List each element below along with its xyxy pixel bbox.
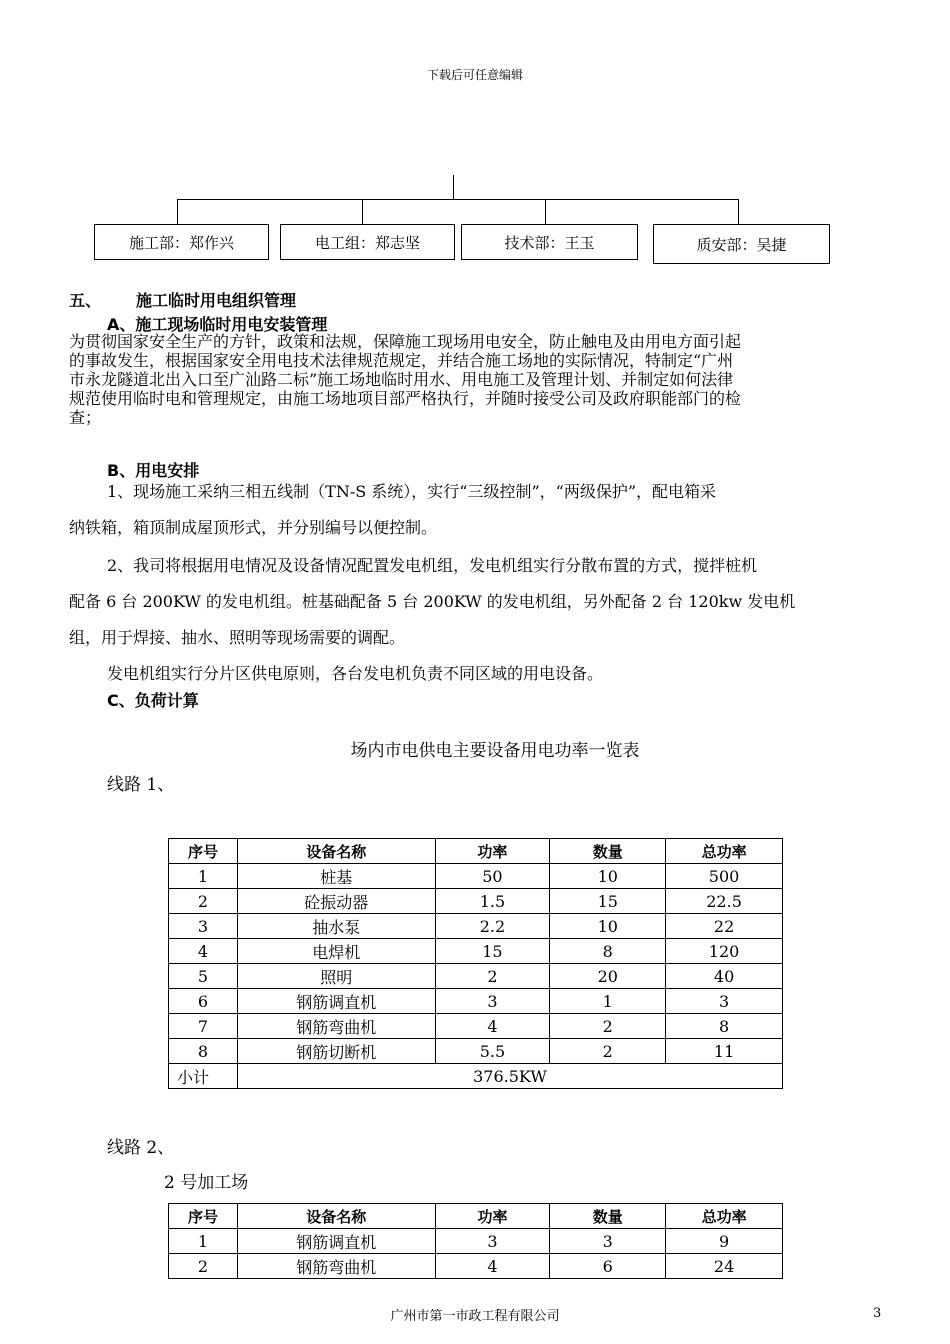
- header-cell: 设备名称: [237, 839, 435, 864]
- cell: 钢筋弯曲机: [237, 1254, 435, 1279]
- cell: 7: [169, 1014, 238, 1039]
- cell: 120: [666, 939, 783, 964]
- header-cell: 序号: [169, 839, 238, 864]
- cell: 砼振动器: [237, 889, 435, 914]
- table-row: [169, 989, 783, 1014]
- para-b-line: 配备 6 台 200KW 的发电机组。桩基础配备 5 台 200KW 的发电机组，另外配备 2 台 120kw 发电机: [69, 592, 796, 611]
- org-drop-line-4: [738, 199, 739, 225]
- subsection-a-paragraph: [69, 332, 889, 427]
- org-drop-line-1: [177, 199, 178, 225]
- subsection-c-title: C、负荷计算: [107, 691, 199, 710]
- cell: 6: [550, 1254, 666, 1279]
- subsection-b-title: B、用电安排: [107, 461, 200, 480]
- cell: 5.5: [435, 1039, 550, 1064]
- cell: 15: [550, 889, 666, 914]
- cell: 1: [169, 864, 238, 889]
- table-row: [169, 1229, 783, 1254]
- table-row: [169, 939, 783, 964]
- cell: 2: [550, 1014, 666, 1039]
- cell: 钢筋调直机: [237, 989, 435, 1014]
- cell: 钢筋弯曲机: [237, 1014, 435, 1039]
- cell: 500: [666, 864, 783, 889]
- subtotal-row: [169, 1064, 783, 1089]
- header-note: 下载后可任意编辑: [426, 68, 523, 82]
- table-row: [169, 964, 783, 989]
- header-cell: 数量: [550, 839, 666, 864]
- route1-label: 线路 1、: [107, 775, 175, 795]
- cell: 3: [169, 914, 238, 939]
- org-box-quality-safety: 质安部：吴捷: [653, 224, 830, 264]
- cell: 15: [435, 939, 550, 964]
- section-number: 五、: [69, 291, 102, 310]
- table-row: [169, 1039, 783, 1064]
- cell: 40: [666, 964, 783, 989]
- table-row: [169, 914, 783, 939]
- header-cell: 功率: [435, 839, 550, 864]
- org-drop-line-2: [362, 199, 363, 225]
- cell: 2.2: [435, 914, 550, 939]
- subtotal-value: 376.5KW: [237, 1064, 782, 1089]
- cell: 1: [169, 1229, 238, 1254]
- header-cell: 总功率: [666, 1204, 783, 1229]
- cell: 1: [550, 989, 666, 1014]
- cell: 钢筋调直机: [237, 1229, 435, 1254]
- cell: 3: [666, 989, 783, 1014]
- para-a-line: 的事故发生，根据国家安全用电技术法律规范规定，并结合施工场地的实际情况，特制定“广州: [69, 351, 734, 370]
- org-box-technical: 技术部：王玉: [461, 224, 638, 260]
- subtotal-label: 小计: [169, 1064, 238, 1089]
- cell: 10: [550, 864, 666, 889]
- org-box-construction: 施工部：郑作兴: [94, 224, 269, 260]
- cell: 3: [550, 1229, 666, 1254]
- cell: 8: [169, 1039, 238, 1064]
- route2-site: 2 号加工场: [164, 1173, 249, 1193]
- cell: 4: [435, 1254, 550, 1279]
- cell: 9: [666, 1229, 783, 1254]
- subsection-a-title: A、施工现场临时用电安装管理: [107, 315, 328, 334]
- cell: 桩基: [237, 864, 435, 889]
- para-b-line: 2、我司将根据用电情况及设备情况配置发电机组，发电机组实行分散布置的方式，搅拌桩机: [107, 556, 758, 575]
- route2-table: [168, 1203, 783, 1279]
- header-cell: 功率: [435, 1204, 550, 1229]
- page-number: 3: [873, 1306, 882, 1321]
- para-b-line: 发电机组实行分片区供电原则，各台发电机负责不同区域的用电设备。: [107, 664, 604, 683]
- cell: 6: [169, 989, 238, 1014]
- para-a-line: 为贯彻国家安全生产的方针，政策和法规，保障施工现场用电安全，防止触电及由用电方面引起: [69, 332, 742, 351]
- cell: 抽水泵: [237, 914, 435, 939]
- para-b-line: 组，用于焊接、抽水、照明等现场需要的调配。: [69, 628, 406, 647]
- cell: 电焊机: [237, 939, 435, 964]
- cell: 1.5: [435, 889, 550, 914]
- org-drop-line-3: [545, 199, 546, 225]
- cell: 4: [169, 939, 238, 964]
- cell: 2: [169, 1254, 238, 1279]
- load-table-title: 场内市电供电主要设备用电功率一览表: [350, 741, 640, 761]
- para-b-line: 纳铁箱，箱顶制成屋顶形式，并分别编号以便控制。: [69, 518, 438, 537]
- table-row: [169, 864, 783, 889]
- header-cell: 总功率: [666, 839, 783, 864]
- table-header-row: [169, 1204, 783, 1229]
- para-a-line: 查；: [69, 408, 102, 427]
- table-header-row: [169, 839, 783, 864]
- cell: 3: [435, 1229, 550, 1254]
- para-a-line: 市永龙隧道北出入口至广汕路二标”施工场地临时用水、用电施工及管理计划、并制定如何法律: [69, 370, 734, 389]
- cell: 2: [550, 1039, 666, 1064]
- section-title: 施工临时用电组织管理: [136, 291, 297, 310]
- cell: 11: [666, 1039, 783, 1064]
- cell: 5: [169, 964, 238, 989]
- org-horizontal-line: [177, 199, 739, 200]
- cell: 4: [435, 1014, 550, 1039]
- cell: 钢筋切断机: [237, 1039, 435, 1064]
- cell: 10: [550, 914, 666, 939]
- table-row: [169, 889, 783, 914]
- cell: 24: [666, 1254, 783, 1279]
- route2-label: 线路 2、: [107, 1138, 175, 1158]
- route1-table: [168, 838, 783, 1089]
- org-box-electrician: 电工组：郑志坚: [280, 224, 455, 260]
- cell: 22.5: [666, 889, 783, 914]
- cell: 3: [435, 989, 550, 1014]
- para-a-line: 规范使用临时电和管理规定，由施工场地项目部严格执行，并随时接受公司及政府职能部门的检: [69, 389, 742, 408]
- table-row: [169, 1254, 783, 1279]
- cell: 8: [550, 939, 666, 964]
- cell: 照明: [237, 964, 435, 989]
- cell: 50: [435, 864, 550, 889]
- para-b-line: 1、现场施工采纳三相五线制（TN-S 系统），实行“三级控制”，“两级保护”，配电箱采: [107, 482, 717, 501]
- table-row: [169, 1014, 783, 1039]
- header-cell: 数量: [550, 1204, 666, 1229]
- org-trunk-line: [453, 175, 454, 200]
- cell: 8: [666, 1014, 783, 1039]
- header-cell: 序号: [169, 1204, 238, 1229]
- footer-company: 广州市第一市政工程有限公司: [390, 1309, 560, 1324]
- cell: 2: [435, 964, 550, 989]
- cell: 22: [666, 914, 783, 939]
- header-cell: 设备名称: [237, 1204, 435, 1229]
- cell: 2: [169, 889, 238, 914]
- cell: 20: [550, 964, 666, 989]
